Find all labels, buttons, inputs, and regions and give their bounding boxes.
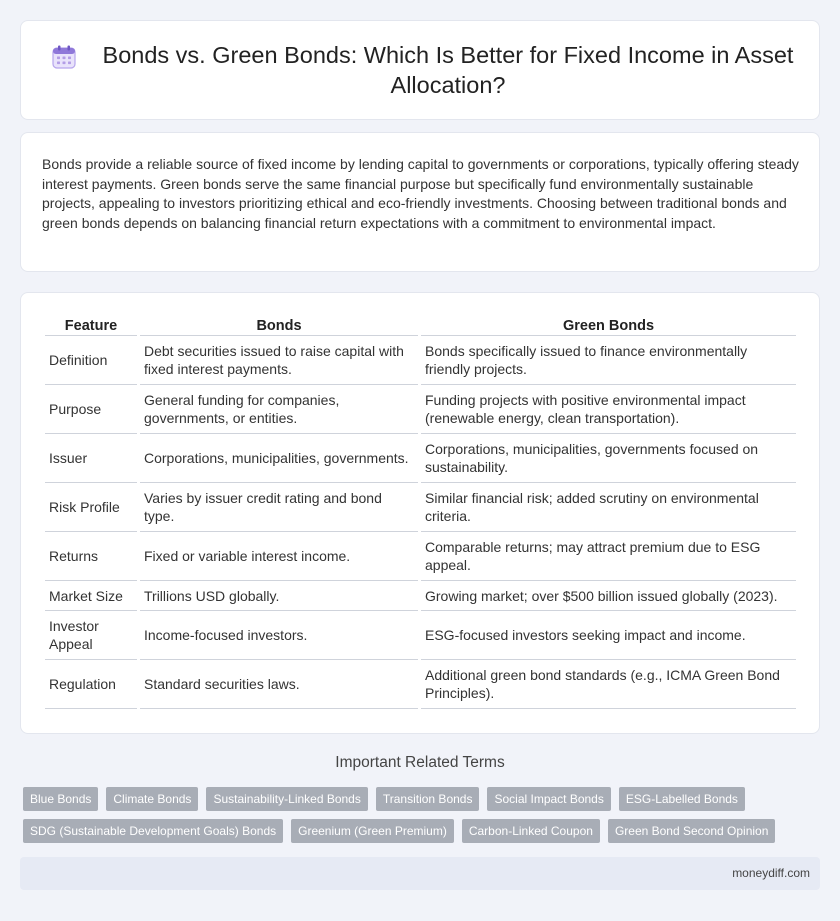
footer-site-link[interactable]: moneydiff.com <box>732 866 810 880</box>
related-terms-tags <box>23 787 813 851</box>
table-row <box>45 611 796 660</box>
title-card <box>20 20 820 120</box>
row-green-bonds-value: Comparable returns; may attract premium due to ESG appeal. <box>421 532 796 581</box>
tag-transition-bonds[interactable]: Transition Bonds <box>376 787 480 811</box>
calendar-icon <box>51 44 77 70</box>
table-row <box>45 581 796 611</box>
tag-carbon-linked-coupon[interactable]: Carbon-Linked Coupon <box>462 819 600 843</box>
row-bonds-value: Debt securities issued to raise capital with fixed interest payments. <box>140 336 418 385</box>
table-row <box>45 434 796 483</box>
row-feature: Definition <box>45 336 137 385</box>
tag-row <box>23 787 813 811</box>
row-feature: Investor Appeal <box>45 611 137 660</box>
table-row <box>45 385 796 434</box>
table-header-row <box>45 316 796 336</box>
related-terms-heading: Important Related Terms <box>335 754 505 771</box>
comparison-table-card <box>20 292 820 734</box>
row-green-bonds-value: Additional green bond standards (e.g., ICMA Green Bond Principles). <box>421 660 796 709</box>
page-title: Bonds vs. Green Bonds: Which Is Better for Fixed Income in Asset Allocation? <box>102 42 794 98</box>
table-row <box>45 483 796 532</box>
tag-row <box>23 819 813 843</box>
row-bonds-value: Trillions USD globally. <box>140 581 418 611</box>
table-row <box>45 660 796 709</box>
row-green-bonds-value: Corporations, municipalities, governments focused on sustainability. <box>421 434 796 483</box>
header-bonds: Bonds <box>140 316 418 336</box>
row-feature: Market Size <box>45 581 137 611</box>
row-feature: Returns <box>45 532 137 581</box>
table-row <box>45 532 796 581</box>
header-feature: Feature <box>45 316 137 336</box>
tag-social-impact-bonds[interactable]: Social Impact Bonds <box>487 787 610 811</box>
row-feature: Issuer <box>45 434 137 483</box>
tag-green-bond-second-opinion[interactable]: Green Bond Second Opinion <box>608 819 775 843</box>
row-green-bonds-value: ESG-focused investors seeking impact and income. <box>421 611 796 660</box>
row-feature: Risk Profile <box>45 483 137 532</box>
header-green-bonds: Green Bonds <box>421 316 796 336</box>
row-green-bonds-value: Bonds specifically issued to finance environmentally friendly projects. <box>421 336 796 385</box>
comparison-table <box>42 316 799 709</box>
intro-card <box>20 132 820 272</box>
tag-sustainability-linked-bonds[interactable]: Sustainability-Linked Bonds <box>206 787 367 811</box>
row-green-bonds-value: Similar financial risk; added scrutiny on environmental criteria. <box>421 483 796 532</box>
table-row <box>45 336 796 385</box>
row-bonds-value: Income-focused investors. <box>140 611 418 660</box>
footer <box>20 857 820 890</box>
row-bonds-value: General funding for companies, governments, or entities. <box>140 385 418 434</box>
tag-esg-labelled-bonds[interactable]: ESG-Labelled Bonds <box>619 787 745 811</box>
row-bonds-value: Standard securities laws. <box>140 660 418 709</box>
row-bonds-value: Fixed or variable interest income. <box>140 532 418 581</box>
tag-greenium[interactable]: Greenium (Green Premium) <box>291 819 454 843</box>
row-green-bonds-value: Funding projects with positive environmental impact (renewable energy, clean transportation). <box>421 385 796 434</box>
tag-sdg-bonds[interactable]: SDG (Sustainable Development Goals) Bonds <box>23 819 283 843</box>
intro-paragraph: Bonds provide a reliable source of fixed income by lending capital to governments or corporations, typically offering steady interest payments. Green bonds serve the same financial purpose but specifically fund environmentally sustainable projects, appealing to investors prioritizing ethical and eco-friendly investments. Choosing between traditional bonds and green bonds depends on balancing financial return expectations with a commitment to environmental impact. <box>42 156 799 231</box>
tag-blue-bonds[interactable]: Blue Bonds <box>23 787 98 811</box>
row-feature: Purpose <box>45 385 137 434</box>
row-bonds-value: Corporations, municipalities, governments. <box>140 434 418 483</box>
tag-climate-bonds[interactable]: Climate Bonds <box>106 787 198 811</box>
row-bonds-value: Varies by issuer credit rating and bond type. <box>140 483 418 532</box>
row-feature: Regulation <box>45 660 137 709</box>
row-green-bonds-value: Growing market; over $500 billion issued globally (2023). <box>421 581 796 611</box>
